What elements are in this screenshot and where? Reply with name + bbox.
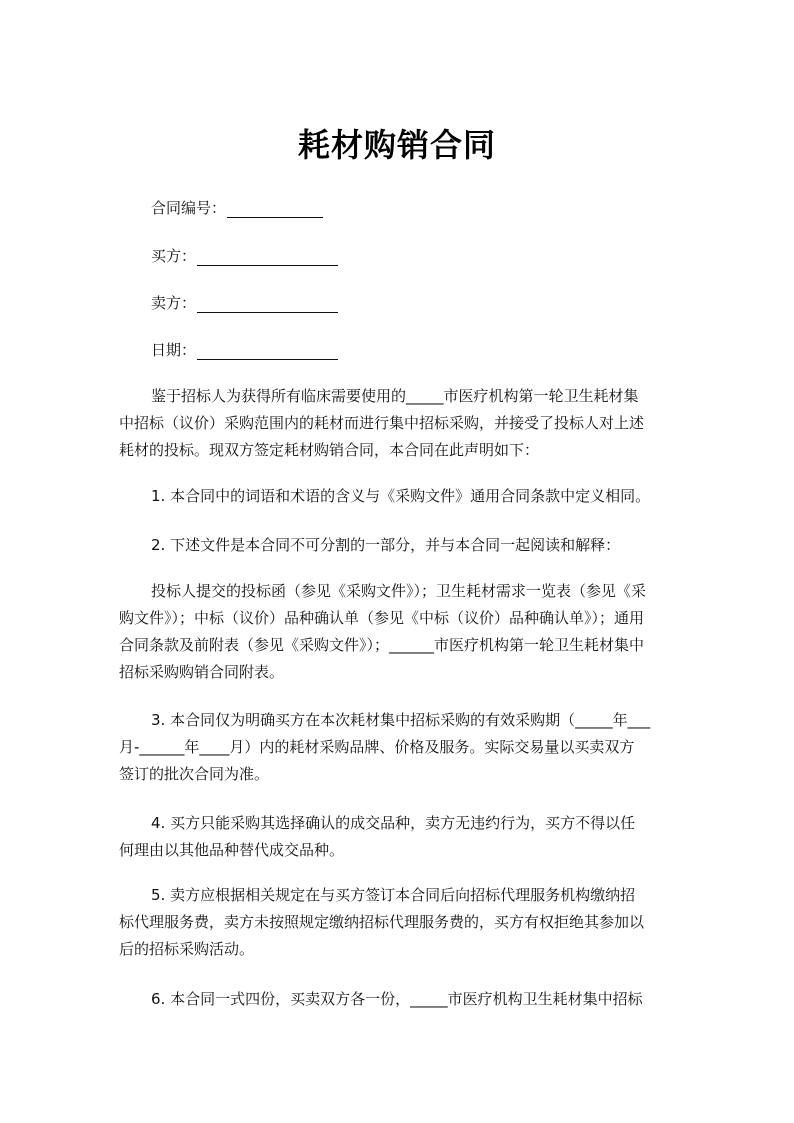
paragraph-line: 5. 卖方应根据相关规定在与买方签订本合同后向招标代理服务机构缴纳招 xyxy=(151,886,636,904)
clause-1 xyxy=(119,483,675,510)
date-field xyxy=(151,340,338,360)
paragraph-line: 3. 本合同仅为明确买方在本次耗材集中招标采购的有效采购期（_____年___ xyxy=(151,711,651,729)
date-label: 日期： xyxy=(151,341,197,359)
clause-3 xyxy=(119,707,675,788)
paragraph-line: 招标采购购销合同附表。 xyxy=(119,663,285,681)
contract-number-label: 合同编号： xyxy=(151,199,227,217)
paragraph-line: 1. 本合同中的词语和术语的含义与《采购文件》通用合同条款中定义相同。 xyxy=(151,487,651,505)
paragraph-line: 2. 下述文件是本合同不可分割的一部分，并与本合同一起阅读和解释： xyxy=(151,536,621,554)
clause-4 xyxy=(119,810,675,864)
clause-5 xyxy=(119,882,675,963)
paragraph-line: 标代理服务费，卖方未按照规定缴纳招标代理服务费的，买方有权拒绝其参加以 xyxy=(119,913,645,931)
paragraph-line: 购文件》）；中标（议价）品种确认单（参见《中标（议价）品种确认单》）；通用 xyxy=(119,609,645,627)
buyer-label: 买方： xyxy=(151,247,197,265)
paragraph-line: 何理由以其他品种替代成交品种。 xyxy=(119,841,345,859)
clause-2 xyxy=(119,532,675,559)
paragraph-line: 耗材的投标。现双方签定耗材购销合同，本合同在此声明如下： xyxy=(119,441,540,459)
paragraph-line: 鉴于招标人为获得所有临床需要使用的_____市医疗机构第一轮卫生耗材集 xyxy=(151,387,639,405)
seller-blank xyxy=(197,297,338,313)
paragraph-line: 投标人提交的投标函（参见《采购文件》）；卫生耗材需求一览表（参见《采 xyxy=(151,582,647,600)
paragraph-line: 月-______年____月）内的耗材采购品牌、价格及服务。实际交易量以买卖双方 xyxy=(119,738,635,756)
preamble-paragraph xyxy=(119,383,675,464)
seller-label: 卖方： xyxy=(151,294,197,312)
paragraph-line: 签订的批次合同为准。 xyxy=(119,765,270,783)
paragraph-line: 中招标（议价）采购范围内的耗材而进行集中招标采购，并接受了投标人对上述 xyxy=(119,414,645,432)
contract-number-field xyxy=(151,198,323,218)
date-blank xyxy=(197,344,338,360)
document-title: 耗材购销合同 xyxy=(297,126,496,164)
paragraph-line: 6. 本合同一式四份，买卖双方各一份，_____市医疗机构卫生耗材集中招标 xyxy=(151,990,643,1008)
paragraph-line: 后的招标采购活动。 xyxy=(119,940,255,958)
buyer-blank xyxy=(197,250,338,266)
clause-6 xyxy=(119,986,675,1013)
paragraph-line: 合同条款及前附表（参见《采购文件》）；______市医疗机构第一轮卫生耗材集中 xyxy=(119,636,645,654)
buyer-field xyxy=(151,246,338,266)
paragraph-line: 4. 买方只能采购其选择确认的成交品种，卖方无违约行为，买方不得以任 xyxy=(151,814,636,832)
contract-number-blank xyxy=(227,202,323,218)
seller-field xyxy=(151,293,338,313)
clause-2-details xyxy=(119,578,675,686)
